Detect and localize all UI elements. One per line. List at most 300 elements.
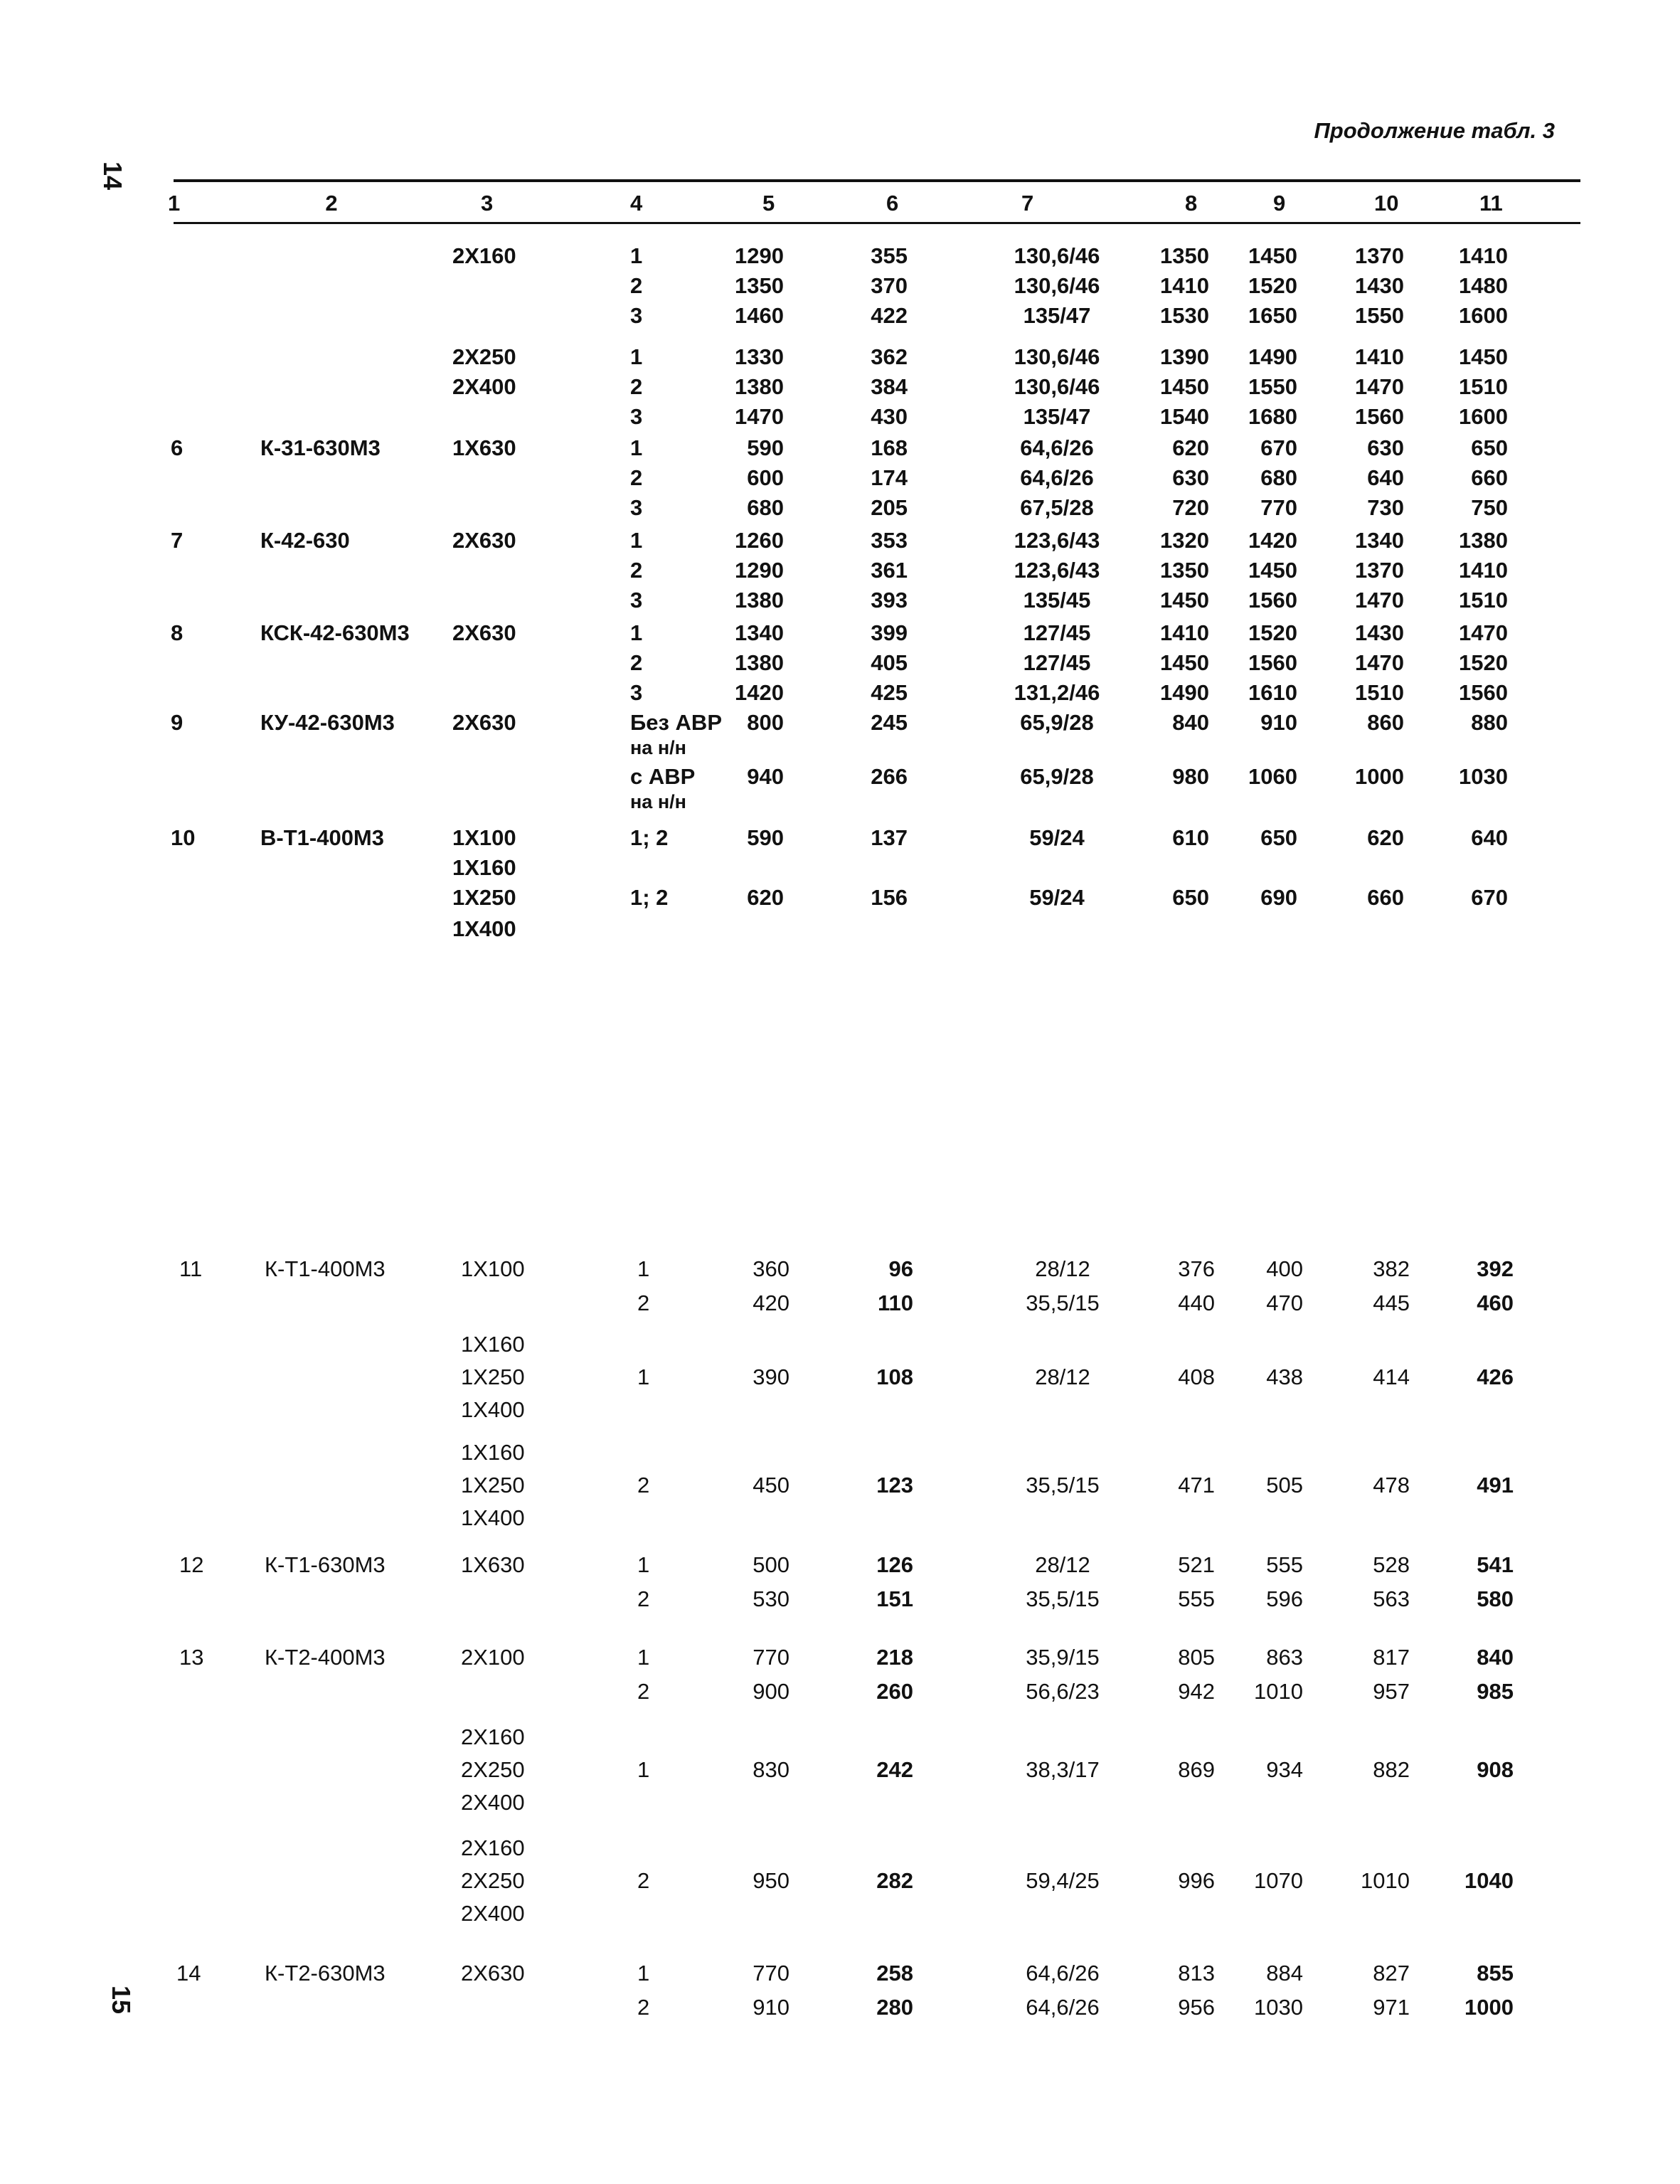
- row11c-col-6: 123: [876, 1473, 913, 1497]
- row13a-col-11: 840: [1477, 1645, 1514, 1670]
- row-col-4: 2: [630, 650, 643, 675]
- row-col-4: 1: [630, 344, 643, 369]
- row-col-7: 135/45: [1023, 588, 1091, 613]
- row9b-col-11: 1030: [1459, 764, 1508, 789]
- row13c-col-7: 59,4/25: [1026, 1868, 1100, 1893]
- row12-col-10: 563: [1373, 1586, 1410, 1611]
- row13b-col-7: 38,3/17: [1026, 1757, 1100, 1782]
- row-col-7: 135/47: [1023, 404, 1091, 429]
- row11b-col-4: 1: [637, 1364, 650, 1389]
- transformer-config: 2X160: [452, 243, 516, 268]
- row-col-8: 1350: [1160, 243, 1209, 268]
- row12-col-9: 555: [1266, 1552, 1303, 1577]
- row11b-col-7: 28/12: [1035, 1364, 1090, 1389]
- header-col-7: 7: [1021, 191, 1034, 216]
- row9a-col-11: 880: [1471, 710, 1508, 735]
- row-col-10: 1430: [1355, 620, 1404, 645]
- row-col-4: 2: [630, 465, 643, 490]
- row13b-col-5: 830: [753, 1757, 790, 1782]
- header-col-5: 5: [762, 191, 775, 216]
- header-col-3: 3: [481, 191, 494, 216]
- header-col-10: 10: [1374, 191, 1399, 216]
- transformer-config: 2X250: [461, 1868, 525, 1893]
- row13a-col-5: 900: [753, 1679, 790, 1704]
- transformer-config: 1X100: [452, 825, 516, 850]
- row10b-col-6: 156: [871, 885, 908, 910]
- transformer-config: 1X160: [452, 855, 516, 880]
- table-header-rule: [174, 222, 1580, 224]
- row9a-col-10: 860: [1367, 710, 1404, 735]
- row-col-9: 680: [1260, 465, 1297, 490]
- row-col-9: 1650: [1248, 303, 1297, 328]
- row13a-col-9: 1010: [1254, 1679, 1303, 1704]
- header-col-11: 11: [1479, 191, 1503, 216]
- row13a-col-7: 56,6/23: [1026, 1679, 1100, 1704]
- row-col-6: 353: [871, 528, 908, 553]
- row-col-6: 405: [871, 650, 908, 675]
- row-col-9: 1520: [1248, 620, 1297, 645]
- row-col-6: 399: [871, 620, 908, 645]
- row10a-col-11: 640: [1471, 825, 1508, 850]
- row14-col-7: 64,6/26: [1026, 1961, 1100, 1986]
- avr-label: Без АВР: [630, 710, 722, 735]
- row-col-4: 1: [630, 243, 643, 268]
- equipment-type: К-Т1-400М3: [265, 1256, 386, 1281]
- transformer-config: 1X100: [461, 1256, 525, 1281]
- row13a-col-6: 218: [876, 1645, 913, 1670]
- transformer-config: 2X630: [452, 710, 516, 735]
- row-col-11: 1510: [1459, 588, 1508, 613]
- table-continuation-caption: Продолжение табл. 3: [1314, 118, 1555, 143]
- row12-col-7: 35,5/15: [1026, 1586, 1100, 1611]
- page-number-top: 14: [98, 161, 128, 191]
- row-col-5: 1290: [735, 243, 784, 268]
- row13c-col-8: 996: [1178, 1868, 1215, 1893]
- row-col-4: 1: [630, 620, 643, 645]
- row9b-col-7: 65,9/28: [1020, 764, 1094, 789]
- table-top-rule: [174, 179, 1580, 182]
- row-col-7: 130,6/46: [1014, 243, 1100, 268]
- row9a-col-8: 840: [1172, 710, 1209, 735]
- row11a-col-4: 1: [637, 1256, 650, 1281]
- transformer-config: 1X400: [461, 1505, 525, 1530]
- row-col-8: 1320: [1160, 528, 1209, 553]
- row-col-4: 1: [630, 435, 643, 460]
- header-col-4: 4: [630, 191, 643, 216]
- row11b-col-11: 426: [1477, 1364, 1514, 1389]
- header-col-9: 9: [1273, 191, 1286, 216]
- transformer-config: 2X630: [452, 528, 516, 553]
- equipment-type: К-31-630М3: [260, 435, 381, 460]
- row-col-4: 3: [630, 404, 643, 429]
- row12-col-6: 126: [876, 1552, 913, 1577]
- row-col-9: 1490: [1248, 344, 1297, 369]
- row11c-col-4: 2: [637, 1473, 650, 1497]
- row-col-4: 3: [630, 495, 643, 520]
- row11a-col-6: 96: [888, 1256, 913, 1281]
- row-col-11: 1560: [1459, 680, 1508, 705]
- row-col-9: 1680: [1248, 404, 1297, 429]
- row13a-col-10: 957: [1373, 1679, 1410, 1704]
- row-col-6: 425: [871, 680, 908, 705]
- row-col-9: 1520: [1248, 273, 1297, 298]
- row11a-col-5: 360: [753, 1256, 790, 1281]
- equipment-type: В-Т1-400М3: [260, 825, 384, 850]
- row-col-5: 1470: [735, 404, 784, 429]
- row11a-col-10: 445: [1373, 1290, 1410, 1315]
- transformer-config: 2X400: [461, 1790, 525, 1815]
- row13a-col-9: 863: [1266, 1645, 1303, 1670]
- row13c-col-4: 2: [637, 1868, 650, 1893]
- row-col-11: 1380: [1459, 528, 1508, 553]
- row10b-col-7: 59/24: [1029, 885, 1085, 910]
- row-col-10: 1410: [1355, 344, 1404, 369]
- row14-col-8: 813: [1178, 1961, 1215, 1986]
- row-col-7: 123,6/43: [1014, 558, 1100, 583]
- row12-col-7: 28/12: [1035, 1552, 1090, 1577]
- row13b-col-4: 1: [637, 1757, 650, 1782]
- row11c-col-8: 471: [1178, 1473, 1215, 1497]
- row9a-col-5: 800: [747, 710, 784, 735]
- row-col-6: 384: [871, 374, 908, 399]
- row-col-8: 1490: [1160, 680, 1209, 705]
- row13a-col-6: 260: [876, 1679, 913, 1704]
- row-number: 7: [171, 528, 184, 553]
- row12-col-8: 521: [1178, 1552, 1215, 1577]
- row10a-col-8: 610: [1172, 825, 1209, 850]
- row-number: 14: [176, 1961, 201, 1986]
- row11a-col-7: 28/12: [1035, 1256, 1090, 1281]
- row-col-5: 1380: [735, 650, 784, 675]
- row-col-7: 64,6/26: [1020, 465, 1094, 490]
- row-number: 11: [179, 1256, 203, 1281]
- transformer-config: 1X250: [461, 1473, 525, 1497]
- row14-col-9: 884: [1266, 1961, 1303, 1986]
- row11b-col-8: 408: [1178, 1364, 1215, 1389]
- row-col-7: 67,5/28: [1020, 495, 1094, 520]
- row-col-5: 1380: [735, 588, 784, 613]
- avr-sublabel: на н/н: [630, 791, 686, 812]
- row-col-11: 1510: [1459, 374, 1508, 399]
- row-col-8: 1450: [1160, 650, 1209, 675]
- row11a-col-6: 110: [877, 1290, 913, 1315]
- row-col-7: 130,6/46: [1014, 374, 1100, 399]
- row-number: 10: [171, 825, 196, 850]
- transformer-config: 1X160: [461, 1332, 525, 1357]
- equipment-type: К-Т1-630М3: [265, 1552, 386, 1577]
- row11a-col-8: 376: [1178, 1256, 1215, 1281]
- row-col-5: 1380: [735, 374, 784, 399]
- row12-col-6: 151: [876, 1586, 913, 1611]
- row-col-5: 1350: [735, 273, 784, 298]
- row-col-8: 1540: [1160, 404, 1209, 429]
- row10b-col-9: 690: [1260, 885, 1297, 910]
- row-col-10: 1370: [1355, 558, 1404, 583]
- row10b-col-10: 660: [1367, 885, 1404, 910]
- row-col-8: 1410: [1160, 620, 1209, 645]
- equipment-type: К-Т2-630М3: [265, 1961, 386, 1986]
- row11a-col-5: 420: [753, 1290, 790, 1315]
- row-col-10: 640: [1367, 465, 1404, 490]
- transformer-config: 2X630: [461, 1961, 525, 1986]
- row-col-6: 168: [871, 435, 908, 460]
- row12-col-10: 528: [1373, 1552, 1410, 1577]
- table-header: [0, 191, 1680, 219]
- row-col-4: 3: [630, 680, 643, 705]
- row-col-5: 1420: [735, 680, 784, 705]
- row11b-col-9: 438: [1266, 1364, 1303, 1389]
- row-col-8: 620: [1172, 435, 1209, 460]
- row-col-4: 1: [630, 528, 643, 553]
- row-col-10: 1550: [1355, 303, 1404, 328]
- row-col-11: 1480: [1459, 273, 1508, 298]
- row9b-col-10: 1000: [1355, 764, 1404, 789]
- row-col-11: 1600: [1459, 404, 1508, 429]
- row-col-8: 720: [1172, 495, 1209, 520]
- row11c-col-10: 478: [1373, 1473, 1410, 1497]
- page-number-bottom: 15: [107, 1985, 137, 2015]
- row14-col-11: 1000: [1464, 1995, 1514, 2020]
- row-number: 9: [171, 710, 184, 735]
- row-col-5: 600: [747, 465, 784, 490]
- transformer-config: 2X100: [461, 1645, 525, 1670]
- row-number: 12: [179, 1552, 204, 1577]
- row9a-col-7: 65,9/28: [1020, 710, 1094, 735]
- row12-col-4: 1: [637, 1552, 650, 1577]
- row13b-col-6: 242: [876, 1757, 913, 1782]
- row-col-4: 2: [630, 273, 643, 298]
- row-col-5: 1260: [735, 528, 784, 553]
- row14-col-6: 280: [876, 1995, 913, 2020]
- row13a-col-7: 35,9/15: [1026, 1645, 1100, 1670]
- transformer-config: 2X160: [461, 1724, 525, 1749]
- row-col-11: 1600: [1459, 303, 1508, 328]
- row-col-11: 1520: [1459, 650, 1508, 675]
- row13b-col-9: 934: [1266, 1757, 1303, 1782]
- row14-col-4: 2: [637, 1995, 650, 2020]
- row10a-col-9: 650: [1260, 825, 1297, 850]
- transformer-config: 1X630: [461, 1552, 525, 1577]
- row12-col-11: 580: [1477, 1586, 1514, 1611]
- header-col-6: 6: [886, 191, 899, 216]
- row11c-col-9: 505: [1266, 1473, 1303, 1497]
- row-col-10: 630: [1367, 435, 1404, 460]
- row13a-col-11: 985: [1477, 1679, 1514, 1704]
- transformer-config: 1X250: [452, 885, 516, 910]
- row13a-col-10: 817: [1373, 1645, 1410, 1670]
- row-col-6: 205: [871, 495, 908, 520]
- row-col-8: 1390: [1160, 344, 1209, 369]
- row-col-11: 660: [1471, 465, 1508, 490]
- row-col-5: 680: [747, 495, 784, 520]
- row11a-col-7: 35,5/15: [1026, 1290, 1100, 1315]
- row-col-8: 630: [1172, 465, 1209, 490]
- row-number: 6: [171, 435, 184, 460]
- row-col-7: 64,6/26: [1020, 435, 1094, 460]
- row-col-9: 1420: [1248, 528, 1297, 553]
- row-col-11: 1470: [1459, 620, 1508, 645]
- row-col-5: 590: [747, 435, 784, 460]
- row14-col-5: 910: [753, 1995, 790, 2020]
- transformer-config: 2X250: [461, 1757, 525, 1782]
- row11b-col-6: 108: [876, 1364, 913, 1389]
- row13b-col-10: 882: [1373, 1757, 1410, 1782]
- equipment-type: К-42-630: [260, 528, 350, 553]
- row-col-9: 1450: [1248, 558, 1297, 583]
- avr-sublabel: на н/н: [630, 737, 686, 758]
- row9b-col-9: 1060: [1248, 764, 1297, 789]
- row13a-col-4: 1: [637, 1645, 650, 1670]
- row14-col-10: 827: [1373, 1961, 1410, 1986]
- row12-col-11: 541: [1477, 1552, 1514, 1577]
- row-col-11: 1410: [1459, 558, 1508, 583]
- row11b-col-5: 390: [753, 1364, 790, 1389]
- row-col-4: 2: [630, 374, 643, 399]
- row9a-col-9: 910: [1260, 710, 1297, 735]
- row14-col-6: 258: [876, 1961, 913, 1986]
- row-col-10: 1430: [1355, 273, 1404, 298]
- transformer-config: 2X400: [461, 1901, 525, 1926]
- row-col-7: 127/45: [1023, 620, 1091, 645]
- row11a-col-11: 392: [1477, 1256, 1514, 1281]
- row12-col-9: 596: [1266, 1586, 1303, 1611]
- row-col-7: 123,6/43: [1014, 528, 1100, 553]
- row14-col-8: 956: [1178, 1995, 1215, 2020]
- row10a-col-6: 137: [871, 825, 908, 850]
- row-col-7: 130,6/46: [1014, 273, 1100, 298]
- row14-col-9: 1030: [1254, 1995, 1303, 2020]
- row9b-col-5: 940: [747, 764, 784, 789]
- row-col-8: 1450: [1160, 374, 1209, 399]
- row-col-7: 130,6/46: [1014, 344, 1100, 369]
- row-col-5: 1290: [735, 558, 784, 583]
- row12-col-5: 500: [753, 1552, 790, 1577]
- row-col-6: 355: [871, 243, 908, 268]
- transformer-config: 2X250: [452, 344, 516, 369]
- equipment-type: К-Т2-400М3: [265, 1645, 386, 1670]
- row11b-col-10: 414: [1373, 1364, 1410, 1389]
- equipment-type: КСК-42-630М3: [260, 620, 410, 645]
- row11a-col-4: 2: [637, 1290, 650, 1315]
- row-col-5: 1340: [735, 620, 784, 645]
- row-col-6: 393: [871, 588, 908, 613]
- row11a-col-10: 382: [1373, 1256, 1410, 1281]
- row-col-6: 174: [871, 465, 908, 490]
- row-col-8: 1530: [1160, 303, 1209, 328]
- transformer-config: 1X400: [452, 916, 516, 941]
- row13b-col-11: 908: [1477, 1757, 1514, 1782]
- row13c-col-9: 1070: [1254, 1868, 1303, 1893]
- row-col-6: 422: [871, 303, 908, 328]
- row-col-10: 730: [1367, 495, 1404, 520]
- transformer-config: 1X630: [452, 435, 516, 460]
- row-col-7: 127/45: [1023, 650, 1091, 675]
- row11c-col-11: 491: [1477, 1473, 1514, 1497]
- row-col-9: 1450: [1248, 243, 1297, 268]
- row-col-8: 1450: [1160, 588, 1209, 613]
- transformer-config: 1X250: [461, 1364, 525, 1389]
- row13c-col-5: 950: [753, 1868, 790, 1893]
- row-number: 13: [179, 1645, 204, 1670]
- row10b-col-5: 620: [747, 885, 784, 910]
- row-col-11: 1410: [1459, 243, 1508, 268]
- row13c-col-6: 282: [876, 1868, 913, 1893]
- row-col-8: 1350: [1160, 558, 1209, 583]
- row-col-7: 135/47: [1023, 303, 1091, 328]
- row-number: 8: [171, 620, 184, 645]
- row10a-col-5: 590: [747, 825, 784, 850]
- row10b-col-11: 670: [1471, 885, 1508, 910]
- header-col-1: 1: [168, 191, 181, 216]
- row9a-col-6: 245: [871, 710, 908, 735]
- row13a-col-5: 770: [753, 1645, 790, 1670]
- row14-col-5: 770: [753, 1961, 790, 1986]
- row-col-11: 650: [1471, 435, 1508, 460]
- row9b-col-8: 980: [1172, 764, 1209, 789]
- row-col-6: 361: [871, 558, 908, 583]
- header-col-2: 2: [325, 191, 338, 216]
- row-col-4: 3: [630, 588, 643, 613]
- row11a-col-9: 400: [1266, 1256, 1303, 1281]
- transformer-config: 1X400: [461, 1397, 525, 1422]
- row13a-col-8: 805: [1178, 1645, 1215, 1670]
- row10b-col-8: 650: [1172, 885, 1209, 910]
- row-col-9: 1560: [1248, 650, 1297, 675]
- equipment-type: КУ-42-630М3: [260, 710, 395, 735]
- row-col-5: 1330: [735, 344, 784, 369]
- row9b-col-6: 266: [871, 764, 908, 789]
- row-col-10: 1470: [1355, 588, 1404, 613]
- row13c-col-10: 1010: [1361, 1868, 1410, 1893]
- transformer-config: 2X630: [452, 620, 516, 645]
- row-col-10: 1370: [1355, 243, 1404, 268]
- transformer-config: 1X160: [461, 1440, 525, 1465]
- row-col-9: 1550: [1248, 374, 1297, 399]
- row10a-col-10: 620: [1367, 825, 1404, 850]
- row11a-col-9: 470: [1266, 1290, 1303, 1315]
- row-col-11: 750: [1471, 495, 1508, 520]
- transformer-config: 2X400: [452, 374, 516, 399]
- transformer-config: 2X160: [461, 1835, 525, 1860]
- row11a-col-11: 460: [1477, 1290, 1514, 1315]
- avr-label: с АВР: [630, 764, 696, 789]
- row-col-9: 670: [1260, 435, 1297, 460]
- row11a-col-8: 440: [1178, 1290, 1215, 1315]
- row-col-4: 2: [630, 558, 643, 583]
- row14-col-4: 1: [637, 1961, 650, 1986]
- stage: 1; 2: [630, 825, 669, 850]
- row14-col-10: 971: [1373, 1995, 1410, 2020]
- row13a-col-8: 942: [1178, 1679, 1215, 1704]
- row12-col-8: 555: [1178, 1586, 1215, 1611]
- row14-col-11: 855: [1477, 1961, 1514, 1986]
- row11c-col-5: 450: [753, 1473, 790, 1497]
- row13b-col-8: 869: [1178, 1757, 1215, 1782]
- row-col-6: 430: [871, 404, 908, 429]
- row-col-6: 362: [871, 344, 908, 369]
- row12-col-5: 530: [753, 1586, 790, 1611]
- header-col-8: 8: [1185, 191, 1198, 216]
- row-col-11: 1450: [1459, 344, 1508, 369]
- row-col-5: 1460: [735, 303, 784, 328]
- row-col-10: 1510: [1355, 680, 1404, 705]
- row14-col-7: 64,6/26: [1026, 1995, 1100, 2020]
- row-col-10: 1470: [1355, 650, 1404, 675]
- row11c-col-7: 35,5/15: [1026, 1473, 1100, 1497]
- row-col-9: 1610: [1248, 680, 1297, 705]
- row-col-6: 370: [871, 273, 908, 298]
- row-col-4: 3: [630, 303, 643, 328]
